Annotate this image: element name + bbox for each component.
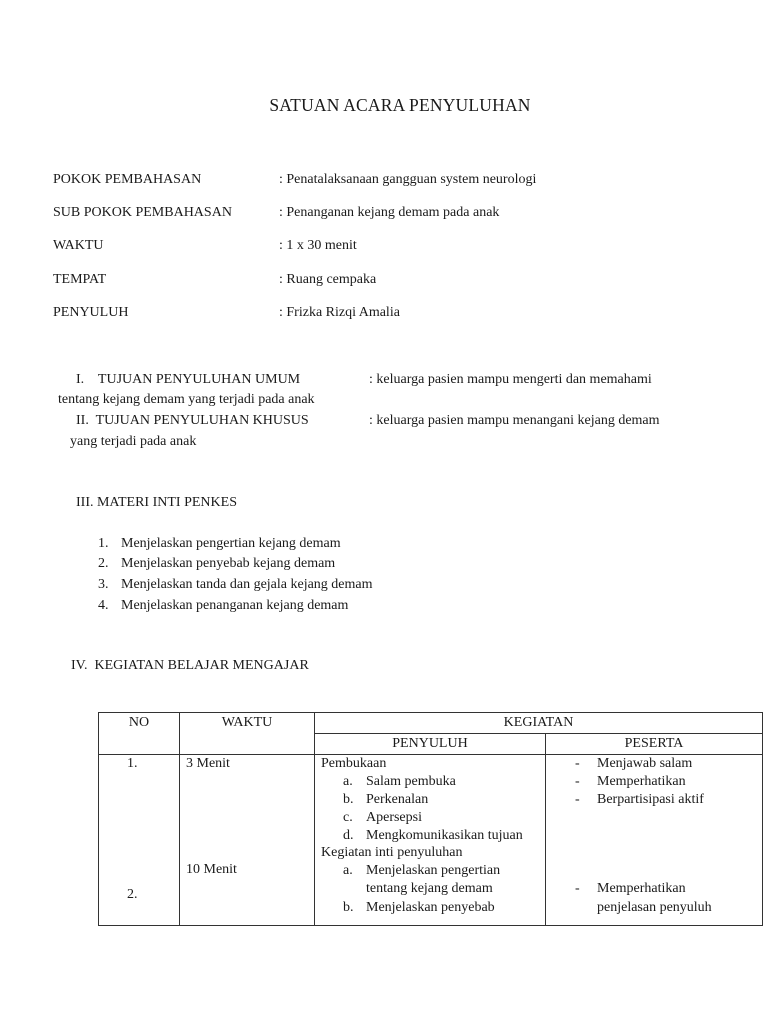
info-label: PENYULUH <box>53 305 129 320</box>
row-number: 2. <box>127 887 138 902</box>
header-waktu: WAKTU <box>180 713 315 755</box>
list-item <box>98 576 373 594</box>
list-text: tentang kejang demam <box>366 881 493 896</box>
list-text: penjelasan penyuluh <box>597 900 712 915</box>
cell-no <box>99 755 180 926</box>
list-item <box>98 555 335 573</box>
duration: 3 Menit <box>186 756 230 771</box>
list-number: 4. <box>98 598 109 613</box>
list-text: Menjelaskan pengertian <box>366 863 501 878</box>
list-number: 2. <box>98 556 109 571</box>
tujuan-khusus-continuation: yang terjadi pada anak <box>70 434 197 449</box>
header-no: NO <box>99 713 180 755</box>
list-number: 3. <box>98 577 109 592</box>
materi-heading: III. MATERI INTI PENKES <box>76 495 237 510</box>
section-pembukaan: Pembukaan <box>321 756 387 771</box>
info-label: POKOK PEMBAHASAN <box>53 172 202 187</box>
list-text: Menjawab salam <box>597 756 693 771</box>
cell-penyuluh <box>315 755 546 926</box>
list-letter: c. <box>343 810 353 825</box>
list-letter: b. <box>343 792 354 807</box>
list-letter: b. <box>343 900 354 915</box>
list-text: Memperhatikan <box>597 774 686 789</box>
list-letter: a. <box>343 774 353 789</box>
header-peserta: PESERTA <box>546 734 763 755</box>
info-value: : Penanganan kejang demam pada anak <box>279 205 500 220</box>
list-text: Menjelaskan penyebab kejang demam <box>121 556 336 571</box>
list-letter: d. <box>343 828 354 843</box>
list-item <box>98 597 348 615</box>
bullet-dash: - <box>575 756 580 771</box>
bullet-dash: - <box>575 774 580 789</box>
list-text: Menjelaskan penyebab <box>366 900 495 915</box>
tujuan-umum-label: I. TUJUAN PENYULUHAN UMUM <box>76 372 301 387</box>
list-text: Menjelaskan pengertian kejang demam <box>121 536 341 551</box>
duration: 10 Menit <box>186 862 237 877</box>
list-text: Berpartisipasi aktif <box>597 792 704 807</box>
list-text: Apersepsi <box>366 810 422 825</box>
tujuan-umum-value: : keluarga pasien mampu mengerti dan memahami <box>369 372 652 387</box>
info-label: TEMPAT <box>53 272 107 287</box>
bullet-dash: - <box>575 792 580 807</box>
header-kegiatan: KEGIATAN <box>315 713 763 734</box>
list-text: Menjelaskan penanganan kejang demam <box>121 598 349 613</box>
info-value: : Ruang cempaka <box>279 272 377 287</box>
list-text: Menjelaskan tanda dan gejala kejang demam <box>121 577 373 592</box>
list-text: Perkenalan <box>366 792 429 807</box>
info-label: WAKTU <box>53 238 104 253</box>
cell-peserta <box>546 755 763 926</box>
tujuan-umum-continuation: tentang kejang demam yang terjadi pada anak <box>58 392 315 407</box>
tujuan-khusus-value: : keluarga pasien mampu menangani kejang demam <box>369 413 660 428</box>
list-item <box>98 535 341 553</box>
info-value: : Penatalaksanaan gangguan system neurologi <box>279 172 537 187</box>
tujuan-khusus-label: II. TUJUAN PENYULUHAN KHUSUS <box>76 413 309 428</box>
info-value: : Frizka Rizqi Amalia <box>279 305 400 320</box>
kbm-table <box>98 712 763 926</box>
bullet-dash: - <box>575 881 580 896</box>
list-letter: a. <box>343 863 353 878</box>
table-row <box>99 755 763 926</box>
list-text: Salam pembuka <box>366 774 456 789</box>
list-number: 1. <box>98 536 109 551</box>
cell-waktu <box>180 755 315 926</box>
list-text: Mengkomunikasikan tujuan <box>366 828 523 843</box>
kbm-heading: IV. KEGIATAN BELAJAR MENGAJAR <box>71 658 309 673</box>
page-title: SATUAN ACARA PENYULUHAN <box>269 95 531 115</box>
info-value: : 1 x 30 menit <box>279 238 357 253</box>
info-label: SUB POKOK PEMBAHASAN <box>53 205 232 220</box>
header-penyuluh: PENYULUH <box>315 734 546 755</box>
list-text: Memperhatikan <box>597 881 686 896</box>
section-inti: Kegiatan inti penyuluhan <box>321 845 463 860</box>
row-number: 1. <box>127 756 138 771</box>
